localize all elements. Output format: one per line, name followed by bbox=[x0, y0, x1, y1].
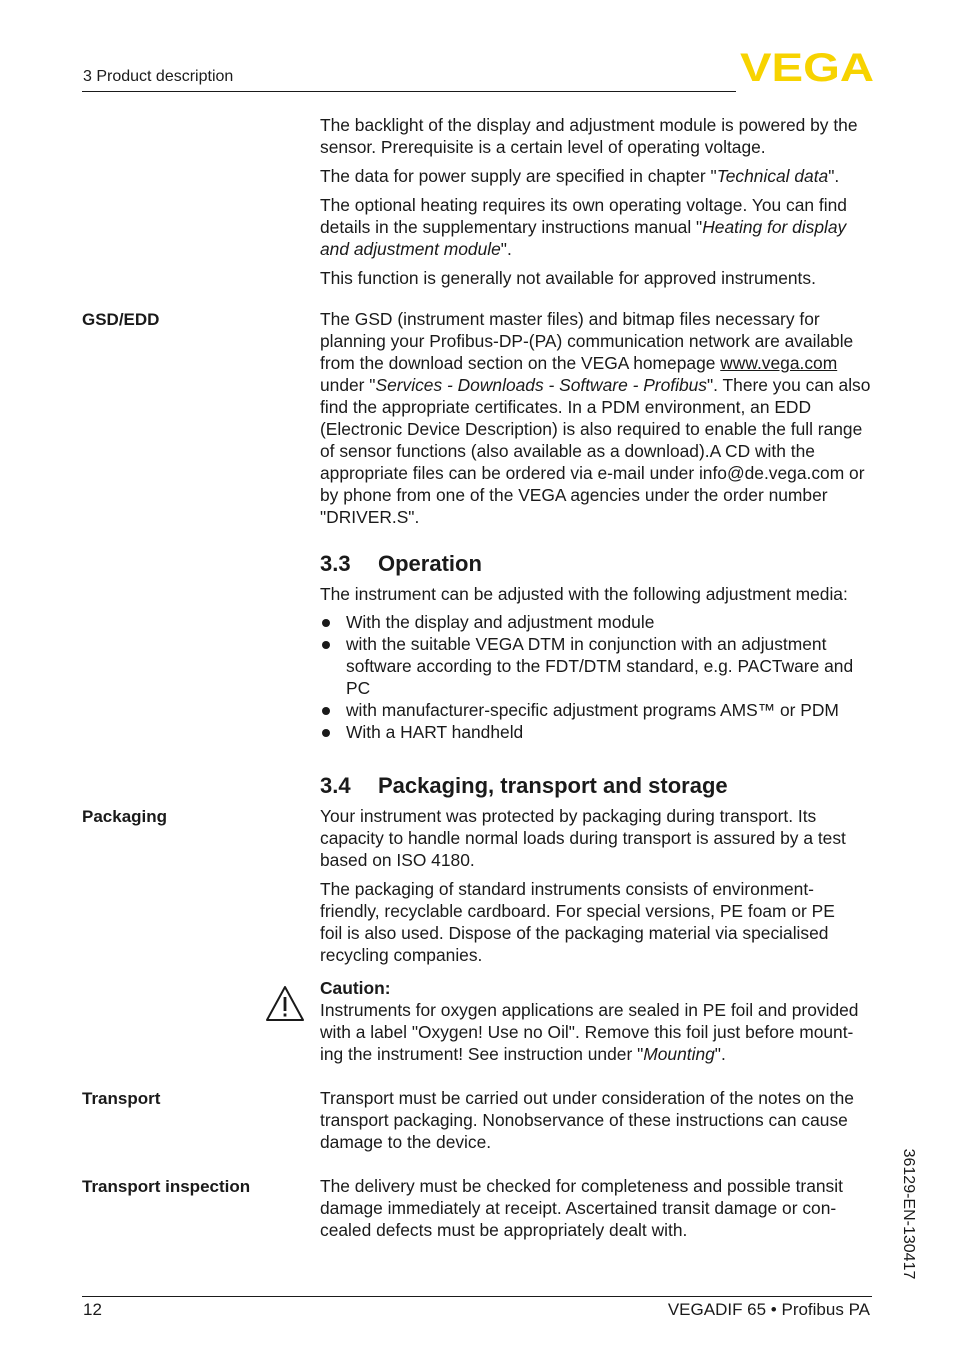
caution-text: Instruments for oxygen applications are sealed in PE foil and provided with a label "Oxygen! Use no Oil". Remove this foil just before mount-ing the instrument! See instruction under "Mounting". bbox=[320, 1000, 859, 1064]
intro-paragraph: This function is generally not available for approved instruments. bbox=[320, 268, 816, 288]
intro-paragraph: The optional heating requires its own operating voltage. You can find details in the supplementary instructions manual "Heating for display and adjustment module". bbox=[320, 195, 847, 259]
list-item: With the display and adjustment module bbox=[320, 611, 854, 633]
footer-rule bbox=[82, 1296, 872, 1297]
transport-inspection-label: Transport inspection bbox=[82, 1177, 251, 1196]
running-header: 3 Product description bbox=[83, 68, 234, 85]
packaging-text bbox=[320, 805, 868, 966]
transport-label: Transport bbox=[82, 1089, 161, 1108]
vega-logo-text: VEGA bbox=[740, 50, 874, 84]
section-heading-packaging: 3.4 Packaging, transport and storage bbox=[320, 773, 728, 798]
operation-intro: The instrument can be adjusted with the following adjustment media: bbox=[320, 584, 848, 604]
document-number: 36129-EN-130417 bbox=[900, 1148, 917, 1280]
gsd-edd-text: The GSD (instrument master files) and bitmap files necessary for planning your Profibus-DP-(PA) communication network are available from the download section on the VEGA homepage www.vega.com under "Services - Downloads - Software - Profibus". There you can also find the appropriate certificates. In a PDM environment, an EDD (Electronic Device Description) is also required to enable the full range of sensor functions (also available as a download).A CD with the appropriate files can be ordered via e-mail under info@de.vega.com or by phone from one of the VEGA agencies under the order number "DRIVER.S". bbox=[320, 309, 871, 527]
list-item: With a HART handheld bbox=[320, 721, 854, 743]
gsd-edd-label: GSD/EDD bbox=[82, 310, 160, 329]
vega-logo bbox=[740, 50, 874, 84]
header-rule bbox=[82, 91, 736, 92]
intro-paragraph: The data for power supply are specified in chapter "Technical data". bbox=[320, 166, 840, 186]
intro-block bbox=[320, 114, 880, 289]
caution-block bbox=[320, 977, 876, 1065]
adjustment-media-list bbox=[320, 611, 854, 743]
transport-text: Transport must be carried out under consideration of the notes on the transport packaging. Nonobservance of these instructions can cause damage to the device. bbox=[320, 1088, 854, 1152]
vega-homepage-link[interactable]: www.vega.com bbox=[720, 353, 838, 373]
list-item: with manufacturer-specific adjustment programs AMS™ or PDM bbox=[320, 699, 854, 721]
packaging-paragraph: Your instrument was protected by packaging during transport. Its capacity to handle normal loads during transport is assured by a test based on ISO 4180. bbox=[320, 806, 846, 870]
list-item: with the suitable VEGA DTM in conjunction with an adjustment software according to the FDT/DTM standard, e.g. PACTware and PC bbox=[320, 633, 854, 699]
packaging-label: Packaging bbox=[82, 807, 168, 826]
footer-product-name: VEGADIF 65 • Profibus PA bbox=[667, 1300, 870, 1319]
transport-inspection-text: The delivery must be checked for completeness and possible transit damage immediately at receipt. Ascertained transit damage or con-cealed defects must be appropriately dealt with. bbox=[320, 1176, 843, 1240]
page-number: 12 bbox=[83, 1300, 102, 1319]
packaging-paragraph: The packaging of standard instruments consists of environment-friendly, recyclable cardboard. For special versions, PE foam or PE foil is also used. Dispose of the packaging material via specialised recycling companies. bbox=[320, 879, 835, 965]
warning-icon bbox=[265, 985, 305, 1023]
operation-block bbox=[320, 583, 880, 743]
section-heading-operation: 3.3 Operation bbox=[320, 551, 482, 576]
intro-paragraph: The backlight of the display and adjustment module is powered by the sensor. Prerequisite is a certain level of operating voltage. bbox=[320, 115, 858, 157]
caution-title: Caution: bbox=[320, 978, 391, 998]
